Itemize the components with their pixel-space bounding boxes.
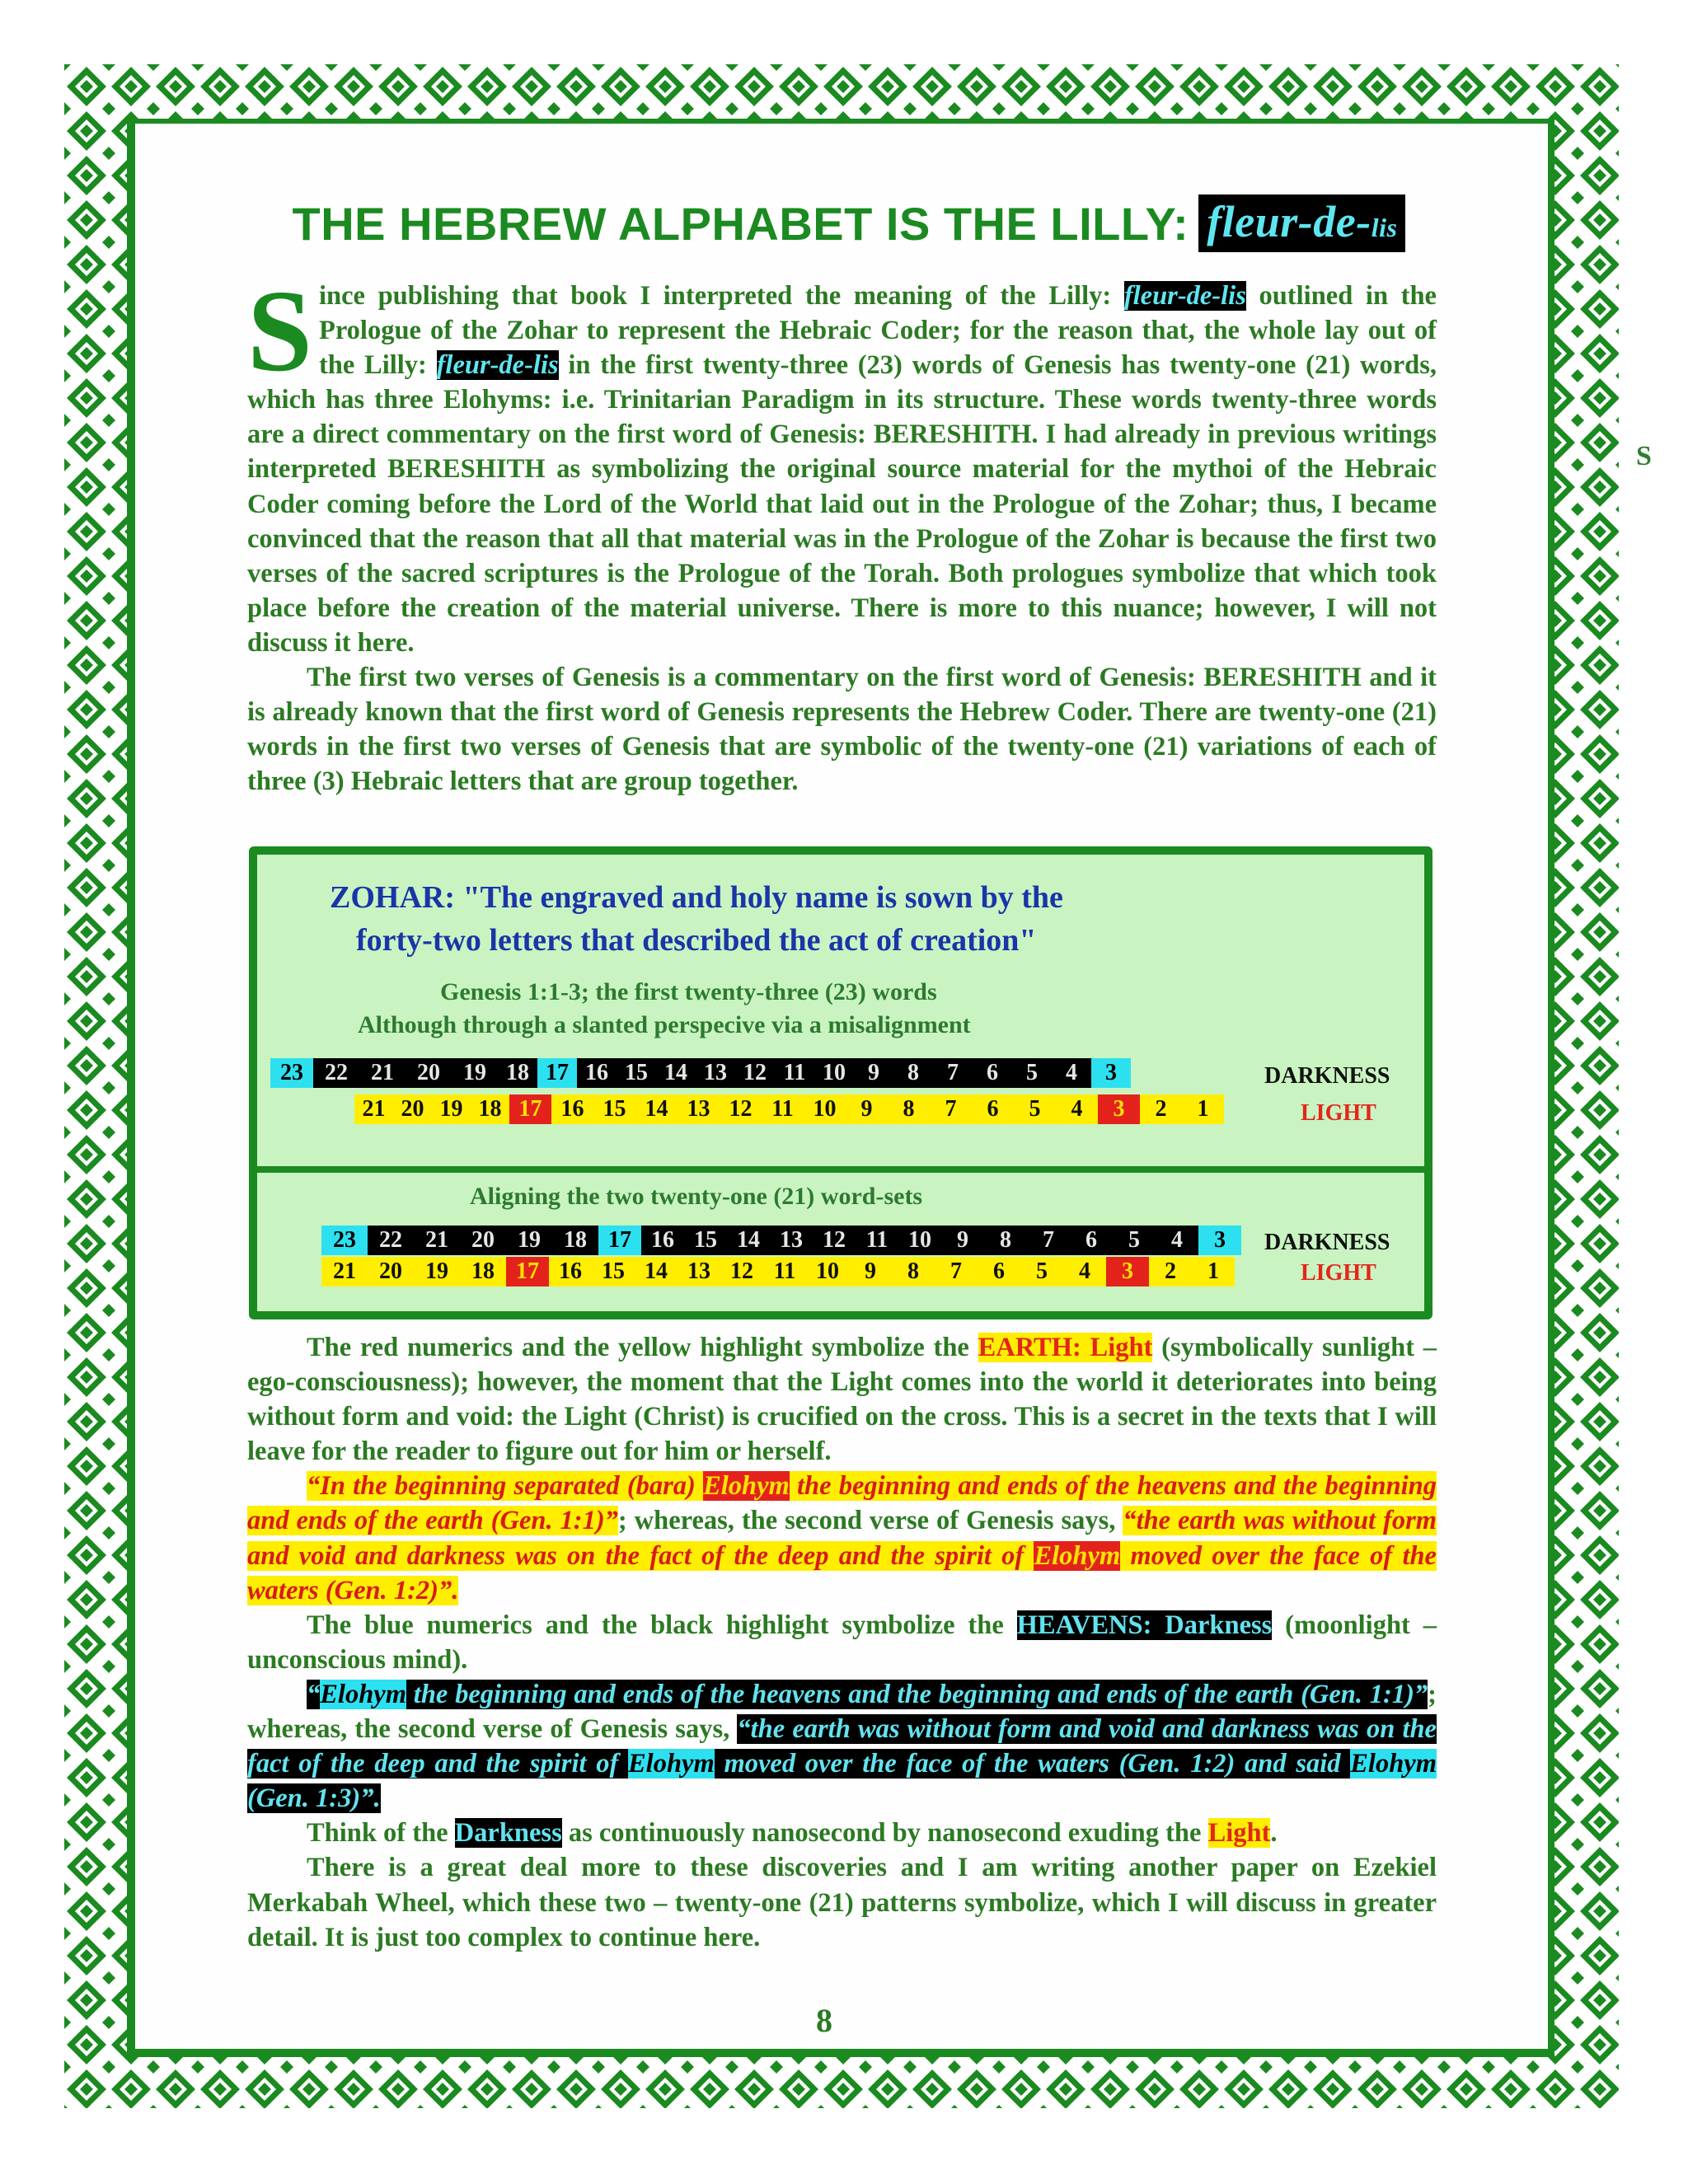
number-cell: 19: [414, 1257, 460, 1286]
number-cell: 17: [598, 1226, 641, 1255]
number-cell: 15: [684, 1226, 727, 1255]
figure-divider: [257, 1166, 1424, 1173]
number-cell: 2: [1149, 1257, 1192, 1286]
quote-gen-1-1-dark: the beginning and ends of the heavens and the beginning and ends of the earth (Gen. 1:1)”: [406, 1679, 1428, 1709]
number-cell: 8: [892, 1257, 935, 1286]
light-row-aligned: [321, 1257, 1235, 1286]
light-highlight: Light: [1207, 1818, 1271, 1849]
quote-gen-1-2: “the earth was without form and void and darkness was on the fact of the deep and the spirit of: [247, 1506, 1437, 1571]
number-cell: 14: [635, 1094, 678, 1124]
paragraph-5: [247, 1608, 1437, 1677]
p7-text-2: as continuously nanosecond by nanosecond exuding the: [561, 1818, 1208, 1849]
number-cell: 21: [359, 1058, 406, 1088]
heavens-darkness-highlight: HEAVENS: Darkness: [1016, 1610, 1273, 1640]
intro-section: [247, 265, 1437, 799]
number-cell: 12: [720, 1094, 762, 1124]
p3-text-1: The red numerics and the yellow highlight symbolize the: [307, 1333, 978, 1362]
number-cell: 14: [635, 1257, 678, 1286]
number-cell: 6: [972, 1094, 1014, 1124]
discussion-section: [247, 1330, 1437, 1955]
number-cell: 5: [1020, 1257, 1063, 1286]
number-cell: 3: [1198, 1226, 1241, 1255]
number-cell: 15: [617, 1058, 656, 1088]
number-cell: 15: [592, 1257, 635, 1286]
paragraph-4-quote: [247, 1469, 1437, 1607]
number-cell: 11: [775, 1058, 814, 1088]
quote-gen-1-2-dark-end: moved over the face of the waters (Gen. 1:2) and said: [714, 1749, 1351, 1779]
figure-subtitle-2: Although through a slanted perspecive via a misalignment: [358, 1011, 971, 1038]
number-cell: 5: [1012, 1058, 1052, 1088]
quote-gen-1-2-end: moved over the face of the waters (Gen. 1:2)”.: [247, 1540, 1437, 1605]
margin-letter: S: [1636, 441, 1652, 471]
number-cell: 20: [393, 1094, 432, 1124]
number-cell: 21: [321, 1257, 368, 1286]
number-cell: 11: [856, 1226, 898, 1255]
number-cell: 16: [549, 1257, 592, 1286]
number-cell: 9: [849, 1257, 892, 1286]
quote-gen-1-3-dark: (Gen. 1:3)”.: [247, 1783, 381, 1814]
paragraph-2: The first two verses of Genesis is a commentary on the first word of Genesis: BERESHITH and it is already known that the first word of Genesis represents the Hebrew Coder. There are twenty-one (21) words in the first two verses of Genesis that are symbolic of the twenty-one (21) variations of each of three (3) Hebraic letters that are group together.: [247, 663, 1437, 797]
number-cell: 11: [762, 1094, 804, 1124]
number-cell: 18: [471, 1094, 509, 1124]
number-cell: 12: [813, 1226, 856, 1255]
number-cell: 11: [763, 1257, 806, 1286]
p6-text: ; whereas, the second verse of Genesis says,: [247, 1679, 1437, 1745]
paragraph-6-quote: [247, 1677, 1437, 1816]
darkness-label-top: DARKNESS: [1264, 1063, 1390, 1089]
number-cell: 13: [696, 1058, 735, 1088]
number-cell: 4: [1063, 1257, 1106, 1286]
number-cell: 5: [1113, 1226, 1156, 1255]
p1-text-1: ince publishing that book I interpreted the meaning of the Lilly:: [318, 281, 1124, 311]
number-cell: 18: [498, 1058, 537, 1088]
number-cell: 5: [1014, 1094, 1056, 1124]
number-cell: 3: [1091, 1058, 1131, 1088]
figure-heading-2: forty-two letters that described the act of creation": [356, 923, 1037, 958]
title-fleur-de-lis: [1198, 194, 1405, 252]
elohym-cyan: Elohym: [320, 1679, 406, 1709]
quote-open: “: [307, 1679, 321, 1709]
number-cell: 8: [984, 1226, 1027, 1255]
number-cell: 10: [804, 1094, 846, 1124]
paragraph-3: [247, 1330, 1437, 1469]
light-row-top: [354, 1094, 1224, 1124]
number-cell: 7: [1027, 1226, 1070, 1255]
number-cell: 9: [941, 1226, 984, 1255]
darkness-highlight: Darkness: [454, 1818, 562, 1849]
number-cell: 12: [720, 1257, 763, 1286]
title-text: THE HEBREW ALPHABET IS THE LILLY:: [292, 197, 1189, 250]
number-cell: 10: [806, 1257, 849, 1286]
fdl-suffix: lis: [1371, 213, 1398, 242]
p1-text-2: outlined in the Prologue of the Zohar to represent the Hebraic Coder; for the reason that, the whole lay out of the Lilly:: [318, 281, 1437, 381]
number-cell: 12: [735, 1058, 775, 1088]
number-cell: 20: [368, 1257, 414, 1286]
number-cell: 19: [506, 1226, 552, 1255]
page-number: 8: [816, 2002, 832, 2039]
number-cell: 2: [1140, 1094, 1182, 1124]
p1-text-3: in the first twenty-three (23) words of Genesis has twenty-one (21) words, which has three Elohyms: i.e. Trinitarian Paradigm in its structure. These words twenty-three words are a direct commentary on the first word of Genesis: BERESHITH. I had already in previous writings interpreted BERESHITH as symbolizing the original source material for the mythoi of the Hebraic Coder coming before the Lord of the World that laid out in the Prologue of the Zohar; thus, I became convinced that the reason that all that material was in the Prologue of the Zohar is because the first two verses of the sacred scriptures is the Prologue of the Torah. Both prologues symbolize that which took place before the creation of the material universe. There is more to this nuance; however, I will not discuss it here.: [247, 350, 1437, 658]
light-label-aligned: LIGHT: [1301, 1260, 1376, 1286]
number-cell: 19: [432, 1094, 471, 1124]
number-cell: 13: [678, 1257, 720, 1286]
elohym-cyan: Elohym: [1350, 1749, 1437, 1779]
number-cell: 7: [935, 1257, 978, 1286]
darkness-label-aligned: DARKNESS: [1264, 1230, 1390, 1255]
number-cell: 4: [1156, 1226, 1198, 1255]
number-cell: 1: [1192, 1257, 1235, 1286]
number-cell: 17: [537, 1058, 577, 1088]
elohym-red: Elohym: [1034, 1540, 1121, 1571]
elohym-red: Elohym: [703, 1471, 790, 1502]
number-cell: 3: [1098, 1094, 1140, 1124]
figure-subtitle-1: Genesis 1:1-3; the first twenty-three (23) words: [440, 978, 937, 1005]
darkness-row-aligned: [321, 1226, 1241, 1255]
number-cell: 23: [321, 1226, 368, 1255]
paragraph-1: [247, 265, 1437, 660]
darkness-row-top: [270, 1058, 1131, 1088]
number-cell: 4: [1056, 1094, 1098, 1124]
number-cell: 7: [933, 1058, 973, 1088]
p5-text-1: The blue numerics and the black highlight symbolize the: [307, 1610, 1017, 1640]
number-cell: 18: [552, 1226, 598, 1255]
number-cell: 14: [727, 1226, 770, 1255]
number-cell: 10: [814, 1058, 854, 1088]
p4-text: ; whereas, the second verse of Genesis says,: [617, 1506, 1123, 1536]
number-cell: 15: [593, 1094, 635, 1124]
number-cell: 20: [406, 1058, 452, 1088]
number-cell: 3: [1106, 1257, 1149, 1286]
number-cell: 20: [460, 1226, 506, 1255]
number-cell: 18: [460, 1257, 506, 1286]
number-cell: 14: [656, 1058, 696, 1088]
number-cell: 21: [414, 1226, 460, 1255]
quote-gen-1-1-end: the beginning and ends of the heavens and the beginning and ends of the earth (Gen. 1:1)”: [247, 1471, 1437, 1536]
paragraph-8: There is a great deal more to these discoveries and I am writing another paper on Ezekiel Merkabah Wheel, which these two – twenty-one (21) patterns symbolize, which I will discuss in greater detail. It is just too complex to continue here.: [247, 1853, 1437, 1952]
number-cell: 17: [509, 1094, 551, 1124]
number-cell: 9: [846, 1094, 888, 1124]
number-cell: 16: [577, 1058, 617, 1088]
number-cell: 6: [978, 1257, 1020, 1286]
number-cell: 16: [641, 1226, 684, 1255]
elohym-cyan: Elohym: [628, 1749, 715, 1779]
number-cell: 13: [770, 1226, 813, 1255]
fleur-de-lis-highlight: fleur-de-lis: [1123, 281, 1246, 311]
light-label-top: LIGHT: [1301, 1100, 1376, 1126]
page-title: [264, 194, 1434, 252]
number-cell: 6: [1070, 1226, 1113, 1255]
number-cell: 16: [551, 1094, 593, 1124]
number-cell: 10: [898, 1226, 941, 1255]
number-cell: 13: [678, 1094, 720, 1124]
earth-light-highlight: EARTH: Light: [978, 1333, 1153, 1362]
number-cell: 22: [368, 1226, 414, 1255]
number-cell: 21: [354, 1094, 393, 1124]
number-cell: 8: [893, 1058, 933, 1088]
number-cell: 9: [854, 1058, 893, 1088]
alignment-figure: [249, 846, 1432, 1319]
fdl-main: fleur-de-: [1207, 197, 1372, 246]
quote-gen-1-2-dark: “the earth was without form and void and darkness was on the fact of the deep and the spirit of: [247, 1714, 1437, 1779]
number-cell: 4: [1052, 1058, 1091, 1088]
quote-gen-1-1: “In the beginning separated (bara): [307, 1471, 704, 1502]
p3-text-2: (symbolically sunlight – ego-consciousness); however, the moment that the Light comes into the world it deteriorates into being without form and void: the Light (Christ) is crucified on the cross. This is a secret in the texts that I will leave for the reader to figure out for him or herself.: [247, 1333, 1437, 1467]
number-cell: 23: [270, 1058, 313, 1088]
p7-text-3: .: [1270, 1818, 1278, 1849]
p5-text-2: (moonlight – unconscious mind).: [247, 1610, 1437, 1675]
figure-heading-1: ZOHAR: "The engraved and holy name is sown by the: [330, 880, 1063, 915]
p7-text-1: Think of the: [307, 1818, 455, 1849]
number-cell: 1: [1182, 1094, 1224, 1124]
figure-subtitle-3: Aligning the two twenty-one (21) word-sets: [470, 1183, 923, 1210]
number-cell: 6: [973, 1058, 1012, 1088]
number-cell: 22: [313, 1058, 359, 1088]
number-cell: 17: [506, 1257, 549, 1286]
number-cell: 19: [452, 1058, 498, 1088]
number-cell: 8: [888, 1094, 930, 1124]
paragraph-7: [247, 1816, 1437, 1850]
number-cell: 7: [930, 1094, 972, 1124]
drop-cap: S: [247, 265, 312, 396]
fleur-de-lis-highlight: fleur-de-lis: [436, 350, 559, 381]
